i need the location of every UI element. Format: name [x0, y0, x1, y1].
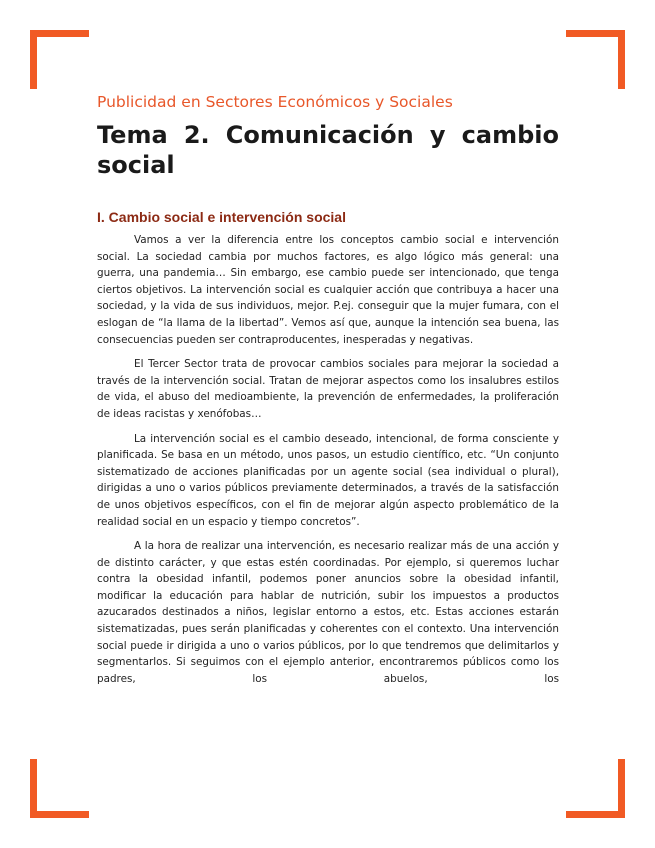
paragraph-4: A la hora de realizar una intervención, es necesario realizar más de una acción y de distinto carácter, y que estas estén coordinadas. Por ejemplo, si queremos luchar contra la obesidad infantil, podemos poner anuncios sobre la obesidad infantil, modificar la educación para hablar de nutrición, subir los impuestos a productos azucarados destinados a niños, legislar entorno a estos, etc. Estas acciones estarán sistematizadas, pues serán planificadas y coherentes con el contexto. Una intervención social puede ir dirigida a uno o varios públicos, por lo que tendremos que delimitarlos y segmentarlos. Si seguimos con el ejemplo anterior, encontraremos públicos como los padres, los abuelos, los	[97, 540, 559, 685]
page-content	[97, 91, 559, 687]
page-title: Tema 2. Comunicación y cambio social	[97, 121, 559, 179]
paragraph-3: La intervención social es el cambio deseado, intencional, de forma consciente y planificada. Se basa en un método, unos pasos, un estudio científico, etc. “Un conjunto sistematizado de acciones planificadas por un agente social (sea individual o plural), dirigidas a uno o varios públicos previamente determinados, a través de la satisfacción de unos objetivos específicos, con el fin de mejorar algún aspecto problemático de la realidad social en un espacio y tiempo concretos”.	[97, 432, 559, 528]
section-heading: I. Cambio social e intervención social	[97, 209, 346, 225]
corner-mark-top-right	[566, 30, 625, 89]
paragraph-1: Vamos a ver la diferencia entre los conceptos cambio social e intervención social. La sociedad cambia por muchos factores, es algo lógico más general: una guerra, una pandemia… Sin embargo, ese cambio puede ser intencionado, que tenga ciertos objetivos. La intervención social es cualquier acción que contribuya a hacer una sociedad, y la vida de sus individuos, mejor. P.ej. conseguir que la mujer fumara, con el eslogan de “la llama de la libertad”. Vemos así que, aunque la intención sea buena, las consecuencias pueden ser contraproducentes, inesperadas y negativas.	[97, 234, 559, 346]
subject-header: Publicidad en Sectores Económicos y Sociales	[97, 93, 453, 111]
corner-mark-bottom-right	[566, 759, 625, 818]
corner-mark-bottom-left	[30, 759, 89, 818]
corner-mark-top-left	[30, 30, 89, 89]
paragraph-2: El Tercer Sector trata de provocar cambios sociales para mejorar la sociedad a través de la intervención social. Tratan de mejorar aspectos como los insalubres estilos de vida, el abuso del medioambiente, la prevención de enfermedades, la proliferación de ideas racistas y xenófobas…	[97, 358, 559, 420]
